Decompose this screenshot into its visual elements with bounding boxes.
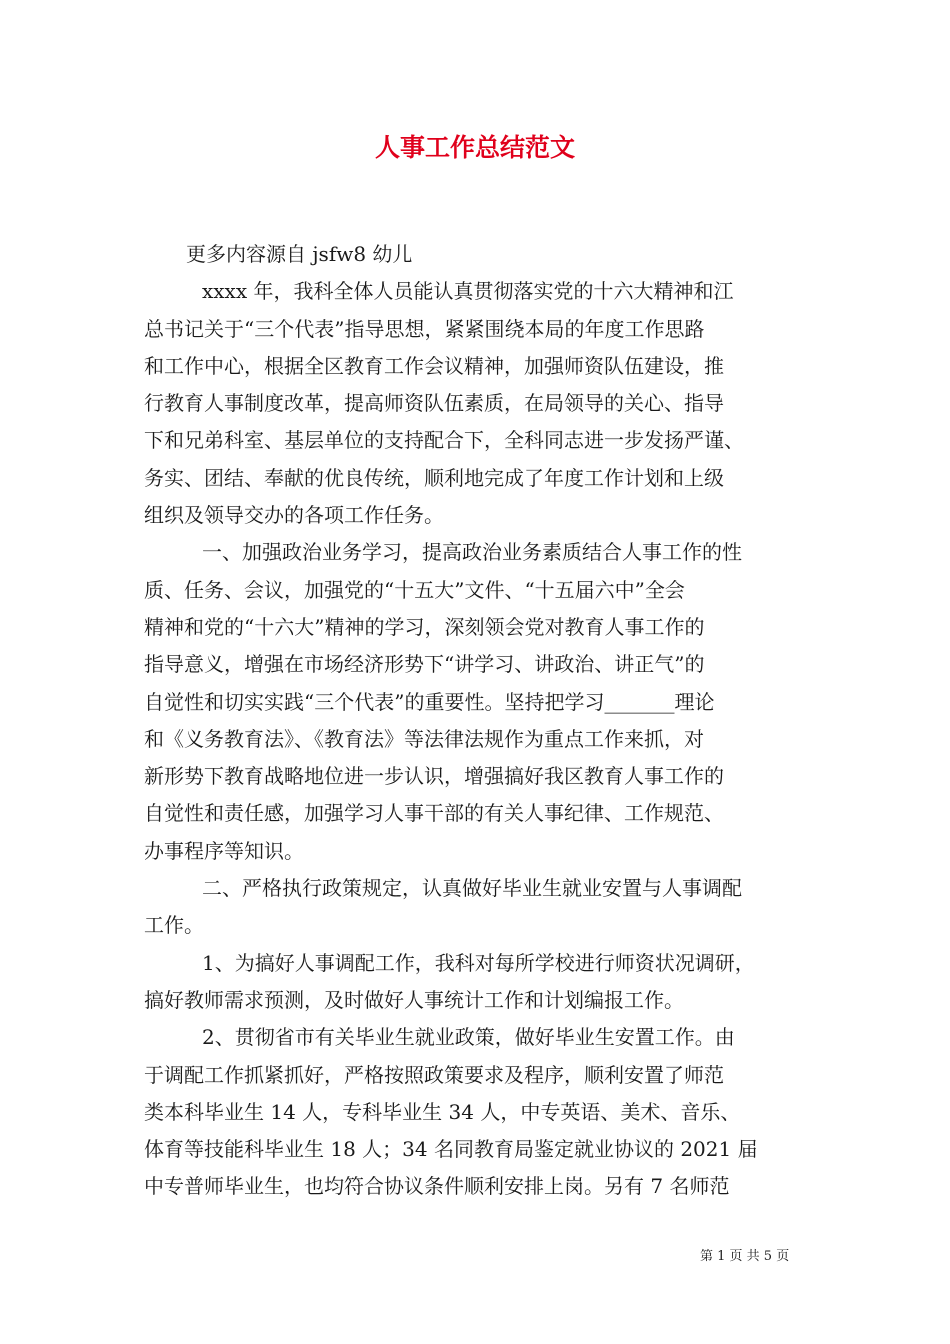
paragraph-line: 新形势下教育战略地位进一步认识，增强搞好我区教育人事工作的 [144,764,724,789]
paragraph-line: 体育等技能科毕业生 18 人；34 名同教育局鉴定就业协议的 2021 届 [144,1137,758,1162]
paragraph-line: 中专普师毕业生，也均符合协议条件顺利安排上岗。另有 7 名师范 [144,1174,730,1199]
section-heading-line: 一、加强政治业务学习，提高政治业务素质结合人事工作的性 [202,540,742,565]
paragraph-line: 行教育人事制度改革，提高师资队伍素质，在局领导的关心、指导 [144,391,724,416]
document-title: 人事工作总结范文 [374,133,575,162]
paragraph-line: 于调配工作抓紧抓好，严格按照政策要求及程序，顺利安置了师范 [144,1062,724,1087]
paragraph-line: 务实、团结、奉献的优良传统，顺利地完成了年度工作计划和上级 [144,465,724,490]
paragraph-line: 自觉性和责任感，加强学习人事干部的有关人事纪律、工作规范、 [144,801,724,826]
paragraph-line: 组织及领导交办的各项工作任务。 [144,503,444,528]
paragraph-line: 搞好教师需求预测，及时做好人事统计工作和计划编报工作。 [144,987,684,1012]
paragraph-line: 办事程序等知识。 [144,838,304,863]
document-body [144,236,809,1206]
paragraph-line: 精神和党的“十六大”精神的学习，深刻领会党对教育人事工作的 [144,614,705,639]
paragraph-line: 指导意义，增强在市场经济形势下“讲学习、讲政治、讲正气”的 [144,652,705,677]
paragraph-line: 工作。 [144,913,204,938]
paragraph-line: 2、贯彻省市有关毕业生就业政策，做好毕业生安置工作。由 [202,1025,735,1050]
paragraph-line: 和工作中心，根据全区教育工作会议精神，加强师资队伍建设，推 [144,353,724,378]
paragraph-line: 质、任务、会议，加强党的“十五大”文件、“十五届六中”全会 [144,577,685,602]
paragraph-line: 类本科毕业生 14 人，专科毕业生 34 人，中专英语、美术、音乐、 [144,1099,741,1124]
paragraph-line: 自觉性和切实实践“三个代表”的重要性。坚持把学习_______理论 [144,689,715,714]
source-line: 更多内容源自 jsfw8 幼儿 [186,242,413,266]
section-heading-line: 二、严格执行政策规定，认真做好毕业生就业安置与人事调配 [202,876,742,901]
page-number-footer: 第 1 页 共 5 页 [700,1249,790,1264]
paragraph-line: 1、为搞好人事调配工作，我科对每所学校进行师资状况调研， [202,950,755,975]
paragraph-line: 总书记关于“三个代表”指导思想，紧紧围绕本局的年度工作思路 [144,316,705,341]
paragraph-line: 和《义务教育法》、《教育法》等法律法规作为重点工作来抓，对 [144,726,704,751]
paragraph-line: 下和兄弟科室、基层单位的支持配合下，全科同志进一步发扬严谨、 [144,428,744,453]
paragraph-line: xxxx 年，我科全体人员能认真贯彻落实党的十六大精神和江 [202,279,734,304]
